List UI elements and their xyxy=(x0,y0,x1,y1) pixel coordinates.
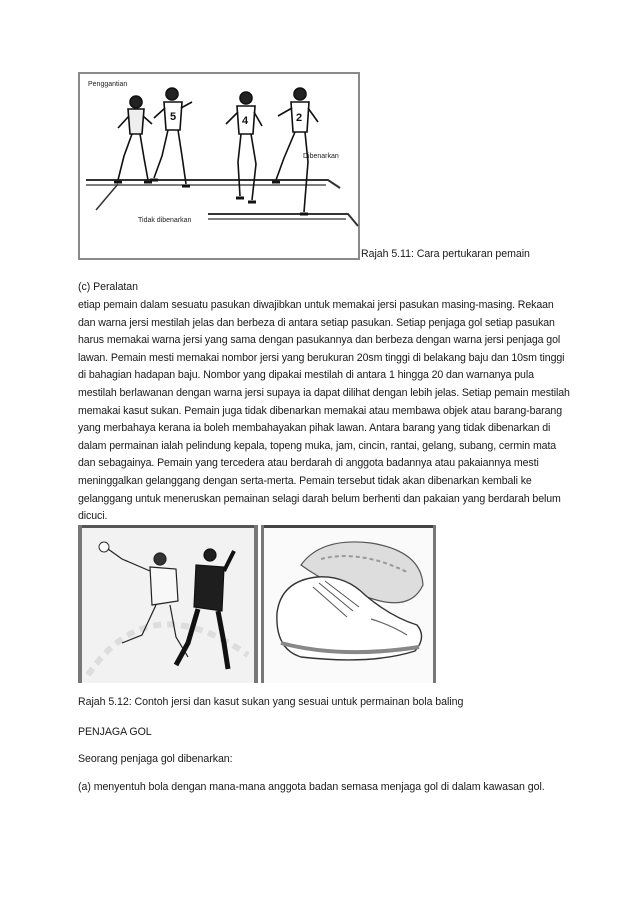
section-heading-equipment: (c) Peralatan xyxy=(78,281,138,293)
jersey-number: 4 xyxy=(242,115,249,127)
section-heading-goalkeeper: PENJAGA GOL xyxy=(78,726,152,738)
sports-shoe-photo xyxy=(261,525,436,683)
equipment-paragraph: etiap pemain dalam sesuatu pasukan diwajibkan untuk memakai jersi pasukan masing-masing. Rekaan dan warna jersi mestilah jelas dan berbeza di antara setiap pasukan. Setiap penjaga gol setiap pasukan harus memakai warna jersi yang sama dengan pasukannya dan berbeza dengan warna jersi penjaga gol lawan. Pemain mesti memakai nombor jersi yang berukuran 20sm tinggi di belakang baju dan 10sm tinggi di bahagian hadapan baju. Nombor yang dipakai mestilah di antara 1 hingga 20 dan warnanya pula mestilah berlawanan dengan warna jersi supaya ia dapat dilihat dengan lebih jelas. Setiap pemain mestilah memakai kasut sukan. Pemain juga tidak dibenarkan memakai atau membawa objek atau barang-barang yang merbahaya kerana ia boleh membahayakan pihak lawan. Antara barang yang tidak dibenarkan di dalam permainan ialah pelindung kepala, topeng muka, jam, cincin, rantai, gelang, subang, cermin mata dan sebagainya. Pemain yang tercedera atau berdarah di anggota badannya atau pakaiannya mesti meninggalkan gelanggang dengan serta-merta. Pemain tersebut tidak akan dibenarkan kembali ke gelanggang untuk meneruskan pemainan selagi darah belum berhenti dan pakaian yang berdarah belum dicuci. xyxy=(78,299,570,523)
goalkeeper-intro: Seorang penjaga gol dibenarkan: xyxy=(78,753,233,765)
figure-caption-5-12: Rajah 5.12: Contoh jersi dan kasut sukan yang sesuai untuk permainan bola baling xyxy=(78,696,464,708)
jersey-number: 5 xyxy=(170,111,177,123)
allowed-label: Dibenarkan xyxy=(303,153,339,160)
jersey-photo xyxy=(78,525,258,683)
figure-caption-5-11: Rajah 5.11: Cara pertukaran pemain xyxy=(361,248,530,260)
substitution-figure xyxy=(78,72,360,260)
jersey-number: 2 xyxy=(296,112,303,124)
substitution-label: Penggantian xyxy=(88,81,128,88)
goalkeeper-item-a: (a) menyentuh bola dengan mana-mana anggota badan semasa menjaga gol di dalam kawasan gol. xyxy=(78,781,545,793)
not-allowed-label: Tidak dibenarkan xyxy=(138,217,192,224)
